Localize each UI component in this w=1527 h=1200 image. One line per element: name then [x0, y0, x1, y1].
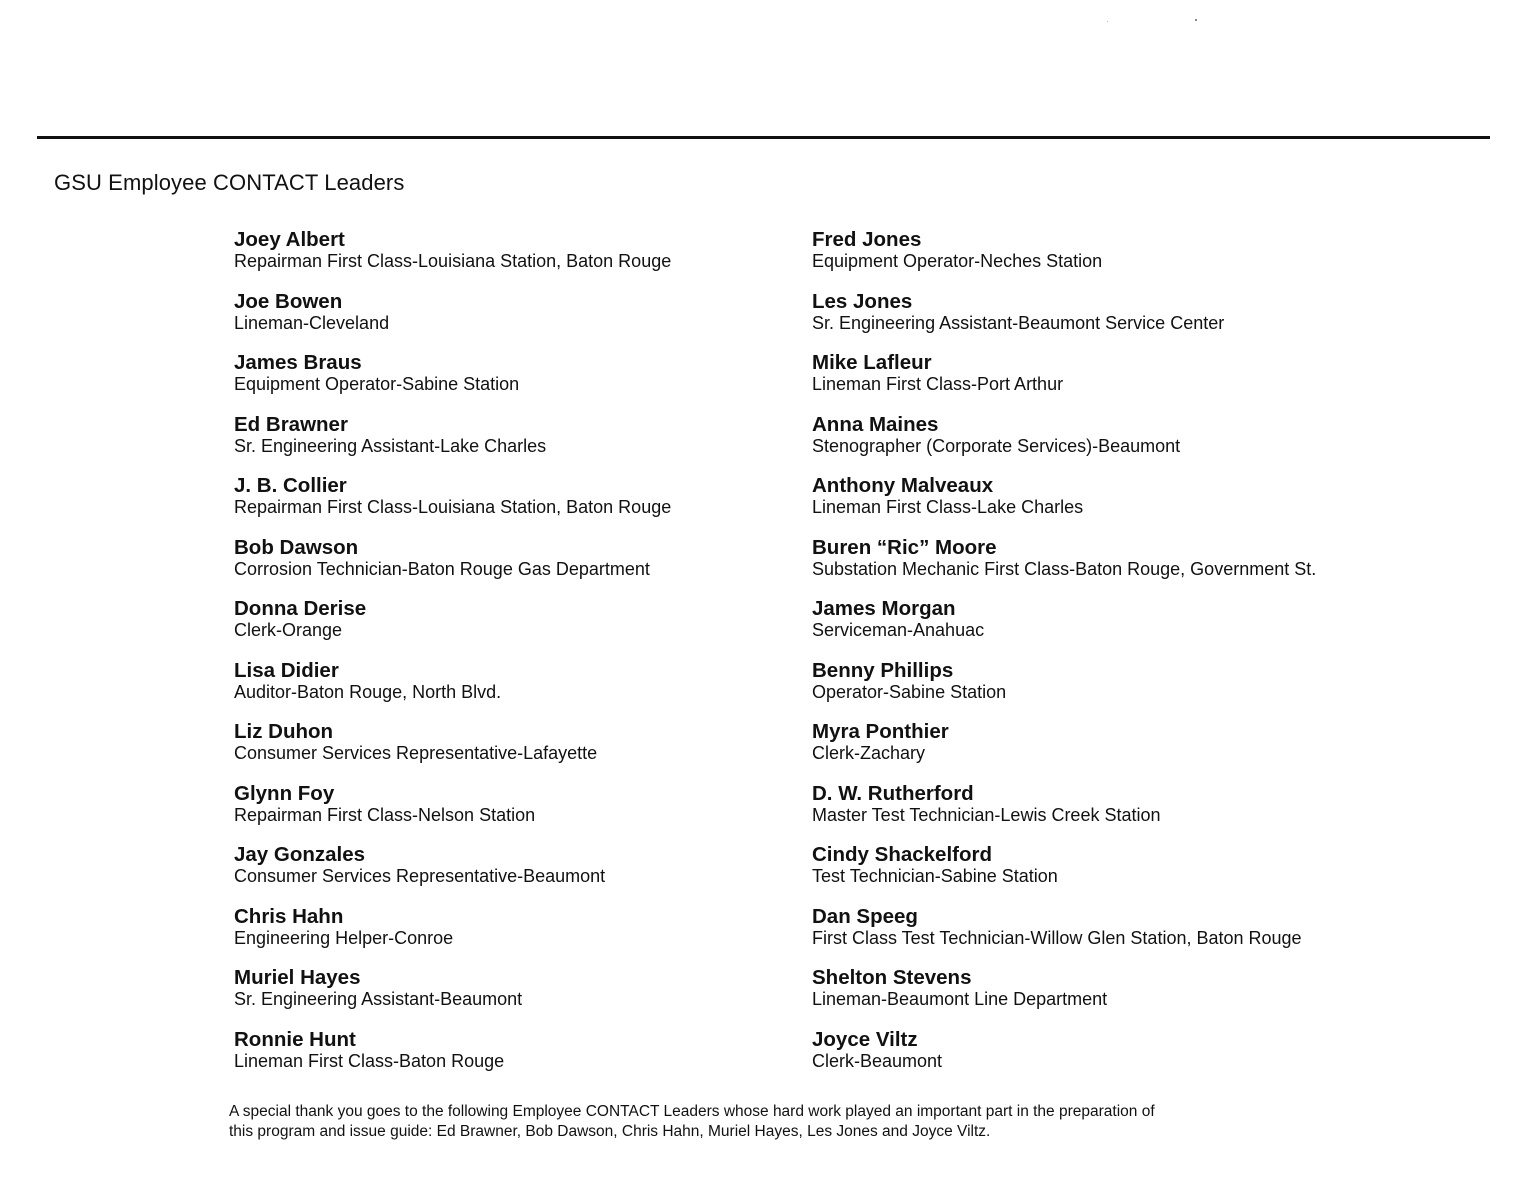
contact-leader-entry [234, 475, 671, 537]
contact-leader-name: Muriel Hayes [234, 966, 361, 989]
contact-leader-entry [812, 598, 1316, 660]
contact-leader-entry [234, 660, 671, 722]
contact-leader-position: Lineman-Beaumont Line Department [812, 989, 1108, 1009]
contact-leader-name: Chris Hahn [234, 904, 344, 928]
contact-leader-name: J. B. Collier [234, 474, 347, 497]
contact-leader-entry [234, 906, 671, 968]
contact-leader-name: Glynn Foy [234, 781, 335, 805]
contact-leader-entry [812, 967, 1316, 1029]
contact-leader-entry [234, 414, 671, 476]
contact-leader-name: D. W. Rutherford [812, 781, 974, 805]
contact-leader-name: Lisa Didier [234, 658, 339, 682]
contact-leader-entry [812, 721, 1316, 783]
contact-leader-position: Equipment Operator-Neches Station [812, 251, 1103, 271]
right-column [812, 229, 1316, 1090]
contact-leader-position: Corrosion Technician-Baton Rouge Gas Department [234, 558, 650, 579]
contact-leader-position: Serviceman-Anahuac [812, 620, 985, 640]
contact-leader-name: Dan Speeg [812, 904, 918, 928]
contact-leader-entry [234, 291, 671, 353]
contact-leader-position: Engineering Helper-Conroe [234, 927, 454, 948]
acknowledgement-line-1: A special thank you goes to the following Employee CONTACT Leaders whose hard work played an important part in the preparation of [229, 1103, 1155, 1120]
contact-leader-entry [234, 352, 671, 414]
contact-leader-entry [234, 783, 671, 845]
contact-leader-position: Sr. Engineering Assistant-Lake Charles [234, 435, 547, 456]
contact-leader-position: Consumer Services Representative-Lafayette [234, 743, 598, 763]
contact-leader-position: Repairman First Class-Louisiana Station, Baton Rouge [234, 251, 672, 271]
contact-leader-entry [234, 844, 671, 906]
contact-leader-name: Joe Bowen [234, 289, 343, 313]
contact-leader-position: Sr. Engineering Assistant-Beaumont [234, 989, 523, 1009]
contact-leader-name: Anthony Malveaux [812, 474, 994, 497]
contact-leader-position: Sr. Engineering Assistant-Beaumont Service Center [812, 312, 1225, 333]
scan-speck [1195, 19, 1197, 21]
contact-leader-entry [812, 844, 1316, 906]
contact-leader-entry [234, 229, 671, 291]
contact-leader-position: Auditor-Baton Rouge, North Blvd. [234, 681, 502, 702]
contact-leader-entry [812, 414, 1316, 476]
contact-leader-entry [812, 537, 1316, 599]
contact-leader-position: Lineman First Class-Port Arthur [812, 374, 1064, 394]
contact-leader-entry [812, 1029, 1316, 1091]
contact-leader-position: First Class Test Technician-Willow Glen Station, Baton Rouge [812, 927, 1302, 948]
contact-leader-position: Lineman First Class-Lake Charles [812, 497, 1084, 517]
contact-leader-position: Clerk-Orange [234, 620, 343, 640]
contact-leader-name: Bob Dawson [234, 535, 359, 559]
contact-leader-name: James Morgan [812, 597, 956, 620]
contact-leader-entry [234, 598, 671, 660]
contact-leader-entry [812, 352, 1316, 414]
contact-leader-name: Cindy Shackelford [812, 843, 992, 866]
contact-leader-name: Myra Ponthier [812, 720, 949, 743]
contact-leader-position: Stenographer (Corporate Services)-Beaumont [812, 435, 1181, 456]
contact-leader-entry [812, 291, 1316, 353]
contact-leader-name: Shelton Stevens [812, 966, 972, 989]
contact-leader-entry [234, 967, 671, 1029]
contact-leader-name: Liz Duhon [234, 720, 334, 743]
contact-leader-position: Repairman First Class-Nelson Station [234, 804, 536, 825]
acknowledgement-line-2: this program and issue guide: Ed Brawner, Bob Dawson, Chris Hahn, Muriel Hayes, Les Jones and Joyce Viltz. [229, 1122, 991, 1140]
contact-leader-name: Jay Gonzales [234, 843, 366, 866]
contact-leader-position: Master Test Technician-Lewis Creek Station [812, 804, 1161, 825]
contact-leader-position: Clerk-Zachary [812, 743, 926, 763]
contact-leader-position: Repairman First Class-Louisiana Station, Baton Rouge [234, 497, 672, 517]
contact-leader-name: Anna Maines [812, 412, 939, 436]
contact-leader-entry [812, 229, 1316, 291]
scan-speck [1107, 21, 1108, 22]
contact-leader-name: Benny Phillips [812, 658, 954, 682]
page-heading: GSU Employee CONTACT Leaders [54, 170, 405, 195]
contact-leader-position: Test Technician-Sabine Station [812, 866, 1058, 886]
contact-leader-entry [812, 906, 1316, 968]
contact-leader-entry [812, 475, 1316, 537]
contact-leader-name: Buren “Ric” Moore [812, 535, 997, 559]
contact-leader-entry [234, 537, 671, 599]
left-column [234, 229, 671, 1090]
contact-leader-name: Mike Lafleur [812, 351, 932, 374]
contact-leader-position: Operator-Sabine Station [812, 681, 1007, 702]
top-rule [37, 136, 1490, 139]
contact-leader-entry [234, 1029, 671, 1091]
contact-leader-entry [812, 783, 1316, 845]
contact-leader-name: Les Jones [812, 289, 913, 313]
contact-leader-position: Consumer Services Representative-Beaumont [234, 866, 606, 886]
contact-leader-name: Donna Derise [234, 597, 367, 620]
contact-leader-position: Clerk-Beaumont [812, 1050, 943, 1071]
acknowledgement-note [229, 1102, 1289, 1141]
contact-leader-name: Fred Jones [812, 228, 922, 251]
contact-leader-position: Lineman First Class-Baton Rouge [234, 1050, 505, 1071]
contact-leader-entry [234, 721, 671, 783]
contact-leader-position: Equipment Operator-Sabine Station [234, 374, 520, 394]
contact-leader-entry [812, 660, 1316, 722]
contact-leader-position: Lineman-Cleveland [234, 312, 390, 333]
contact-leader-name: James Braus [234, 351, 362, 374]
contact-leader-name: Joyce Viltz [812, 1027, 918, 1051]
contact-leader-name: Ed Brawner [234, 412, 348, 436]
contact-leader-position: Substation Mechanic First Class-Baton Rouge, Government St. [812, 558, 1317, 579]
contact-leader-name: Joey Albert [234, 228, 345, 251]
contact-leader-name: Ronnie Hunt [234, 1027, 356, 1051]
